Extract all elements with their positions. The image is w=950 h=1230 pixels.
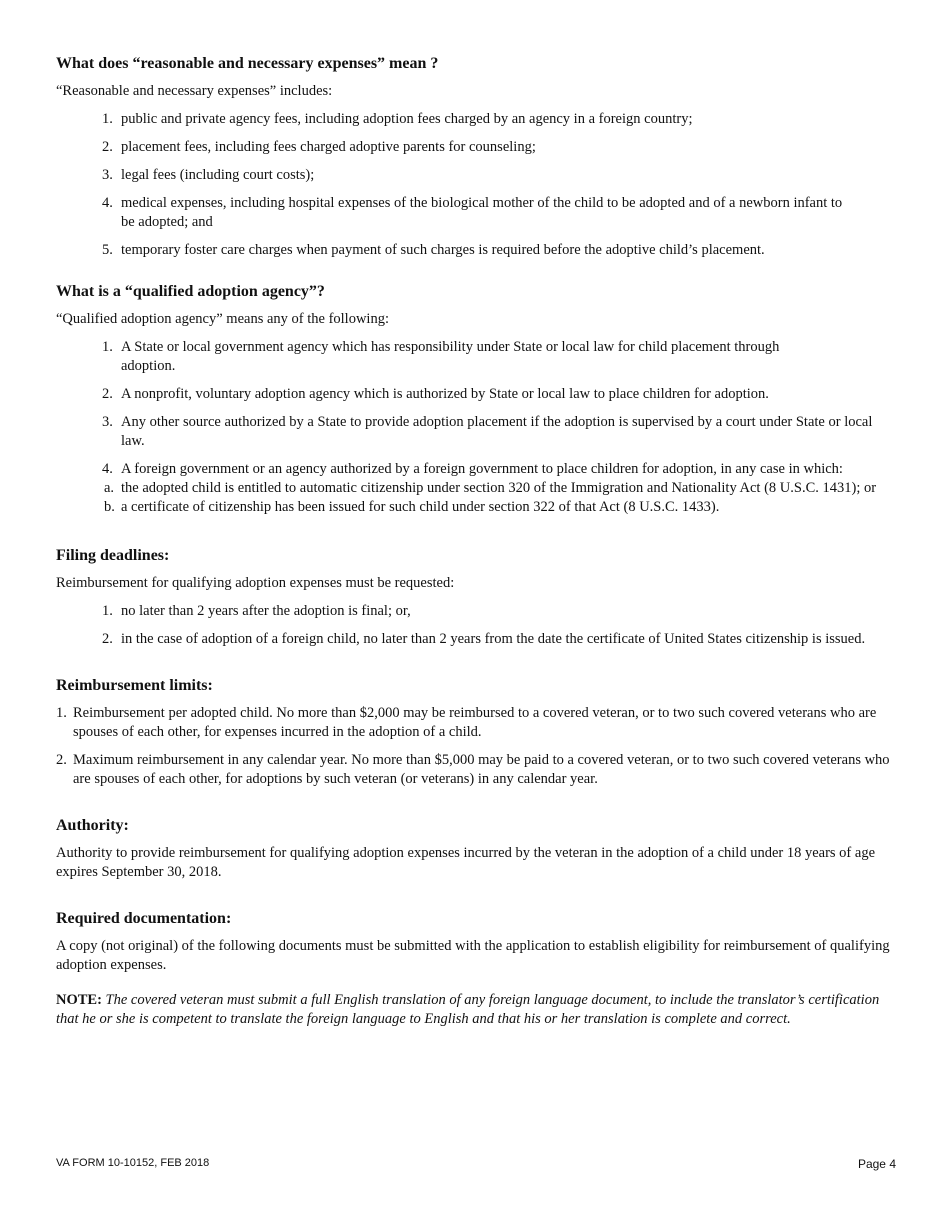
list-item: 3. legal fees (including court costs);: [102, 167, 315, 183]
sublist-item: a. the adopted child is entitled to automatic citizenship under section 320 of the Immigration and Nationality Act (8 U.S.C. 1431); or: [104, 480, 877, 496]
list-item: 2. in the case of adoption of a foreign child, no later than 2 years from the date the certificate of United States citizenship is issued.: [102, 631, 866, 647]
expenses-intro: “Reasonable and necessary expenses” includes:: [56, 83, 333, 99]
list-item: 1. A State or local government agency which has responsibility under State or local law for child placement through adoption.: [102, 339, 780, 374]
item-4-text: A foreign government or an agency authorized by a foreign government to place children for adoption, in any case in which:: [121, 461, 843, 477]
list-item: 5. temporary foster care charges when payment of such charges is required before the adoptive child’s placement.: [102, 242, 765, 258]
list-item: 4. medical expenses, including hospital expenses of the biological mother of the child to be adopted and of a newborn infant to be adopted; and: [102, 195, 843, 230]
documentation-heading: Required documentation:: [56, 910, 232, 927]
documentation-section: [56, 909, 896, 1029]
agency-list: [56, 338, 896, 517]
authority-text: Authority to provide reimbursement for qualifying adoption expenses incurred by the veteran in the adoption of a child under 18 years of age expires September 30, 2018.: [56, 845, 876, 880]
note-label: NOTE:: [56, 992, 102, 1008]
deadlines-intro: Reimbursement for qualifying adoption expenses must be requested:: [56, 575, 455, 591]
agency-intro: “Qualified adoption agency” means any of the following:: [56, 311, 389, 327]
agency-heading: What is a “qualified adoption agency”?: [56, 283, 325, 300]
list-item: 3. Any other source authorized by a State to provide adoption placement if the adoption is supervised by a court under State or local law.: [102, 414, 873, 449]
limits-section: [56, 676, 896, 789]
document-page: [56, 54, 896, 1029]
limits-list: [56, 704, 896, 789]
form-id: VA FORM 10-10152, FEB 2018: [56, 1157, 210, 1169]
authority-heading: Authority:: [56, 817, 129, 834]
expenses-heading: What does “reasonable and necessary expenses” mean ?: [56, 55, 439, 72]
agency-section: [56, 282, 896, 517]
page-number: Page 4: [857, 1157, 896, 1171]
deadlines-section: [56, 546, 896, 649]
limits-heading: Reimbursement limits:: [56, 677, 213, 694]
list-item: 2. placement fees, including fees charged adoptive parents for counseling;: [102, 139, 536, 155]
documentation-text: A copy (not original) of the following documents must be submitted with the application to establish eligibility for reimbursement of qualifying adoption expenses.: [56, 938, 890, 973]
expenses-list: [56, 110, 896, 260]
list-item: 2. A nonprofit, voluntary adoption agency which is authorized by State or local law to place children for adoption.: [102, 386, 769, 402]
deadlines-list: [56, 602, 896, 649]
list-item: 4. A foreign government or an agency authorized by a foreign government to place children for adoption, in any case in which: a. the adopted child is entitled to automatic citizenship under section 320 of the Immigration and Nationality Act (8 U.S.C. 1431); or b. a certificate of citizenship has been issued for such child under section 322 of that Act (8 U.S.C. 1433).: [56, 460, 896, 517]
note-text: The covered veteran must submit a full English translation of any foreign language document, to include the translator’s certification that he or she is competent to translate the foreign language to English and that his or her translation is complete and correct.: [56, 992, 880, 1027]
agency-sublist: [104, 479, 896, 517]
deadlines-heading: Filing deadlines:: [56, 547, 170, 564]
sublist-item: b. a certificate of citizenship has been issued for such child under section 322 of that Act (8 U.S.C. 1433).: [104, 499, 720, 515]
list-item: 2. Maximum reimbursement in any calendar year. No more than $5,000 may be paid to a covered veteran, or to two such covered veterans who are spouses of each other, for adoptions by such veteran (or veterans) in any calendar year.: [56, 752, 890, 787]
page-footer: [56, 1157, 896, 1169]
list-item: 1. public and private agency fees, including adoption fees charged by an agency in a foreign country;: [102, 111, 693, 127]
note-paragraph: [56, 991, 896, 1029]
expenses-section: [56, 54, 896, 260]
list-item: 1. Reimbursement per adopted child. No more than $2,000 may be reimbursed to a covered veteran, or to two such covered veterans who are spouses of each other, for expenses incurred in the adoption of a child.: [56, 705, 877, 740]
list-item: 1. no later than 2 years after the adoption is final; or,: [102, 603, 411, 619]
authority-section: [56, 816, 896, 882]
